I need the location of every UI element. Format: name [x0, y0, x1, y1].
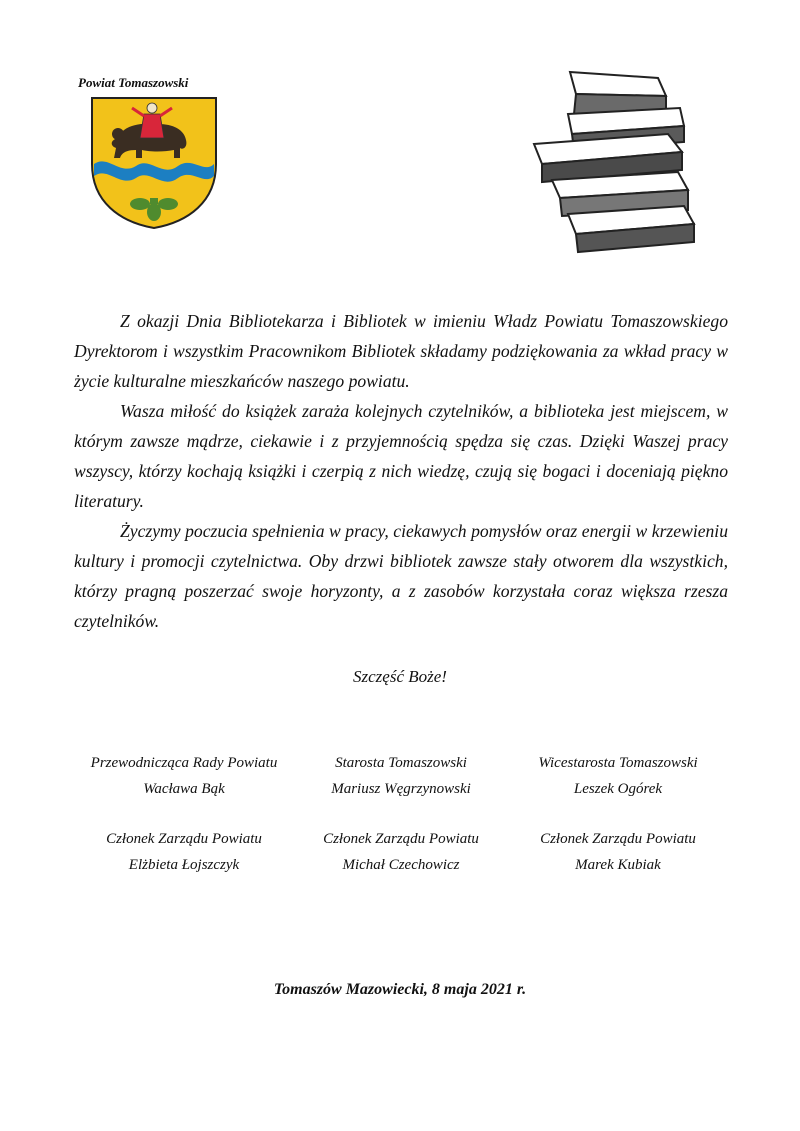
- signature-name: Marek Kubiak: [575, 857, 661, 873]
- signature-name: Wacława Bąk: [143, 781, 225, 797]
- letter-paragraph: Wasza miłość do książek zaraża kolejnych czytelników, a biblioteka jest miejscem, w którym zawsze mądrze, ciekawie i z przyjemnością spędza się czas. Dzięki Waszej pracy wszyscy, którzy kochają książki i czerpią z nich wiedzę, czują się bogaci i doceniają piękno literatury.: [74, 401, 728, 511]
- signature-title: Przewodnicząca Rady Powiatu: [90, 755, 278, 771]
- books-stack-illustration: [528, 64, 698, 256]
- signature-block: [69, 826, 299, 878]
- letter-body: [74, 306, 728, 636]
- signature-block: [286, 826, 516, 878]
- signature-title: Członek Zarządu Powiatu: [323, 831, 479, 847]
- signature-block: [503, 750, 733, 802]
- signature-title: Starosta Tomaszowski: [335, 755, 467, 771]
- place-and-date: Tomaszów Mazowiecki, 8 maja 2021 r.: [273, 981, 527, 998]
- signature-block: [69, 750, 299, 802]
- signature-name: Elżbieta Łojszczyk: [128, 857, 240, 873]
- letter-paragraph: Z okazji Dnia Bibliotekarza i Bibliotek w imieniu Władz Powiatu Tomaszowskiego Dyrektorom i wszystkim Pracownikom Bibliotek składamy podziękowania za wkład pracy w życie kulturalne mieszkańców naszego powiatu.: [74, 311, 728, 391]
- signature-block: [503, 826, 733, 878]
- signature-name: Leszek Ogórek: [573, 781, 663, 797]
- signature-name: Michał Czechowicz: [342, 857, 460, 873]
- county-label: Powiat Tomaszowski: [78, 75, 189, 90]
- signature-title: Członek Zarządu Powiatu: [540, 831, 696, 847]
- signature-title: Członek Zarządu Powiatu: [106, 831, 262, 847]
- signature-title: Wicestarosta Tomaszowski: [538, 755, 698, 771]
- signature-block: [286, 750, 516, 802]
- signature-name: Mariusz Węgrzynowski: [331, 781, 471, 797]
- letter-paragraph: Życzymy poczucia spełnienia w pracy, ciekawych pomysłów oraz energii w krzewieniu kultury i promocji czytelnictwa. Oby drzwi bibliotek zawsze stały otworem dla wszystkich, którzy pragną poszerzać swoje horyzonty, a z zasobów korzystała coraz większa rzesza czytelników.: [74, 521, 728, 631]
- coat-of-arms-logo: [88, 94, 220, 230]
- blessing-line: Szczęść Boże!: [353, 667, 447, 686]
